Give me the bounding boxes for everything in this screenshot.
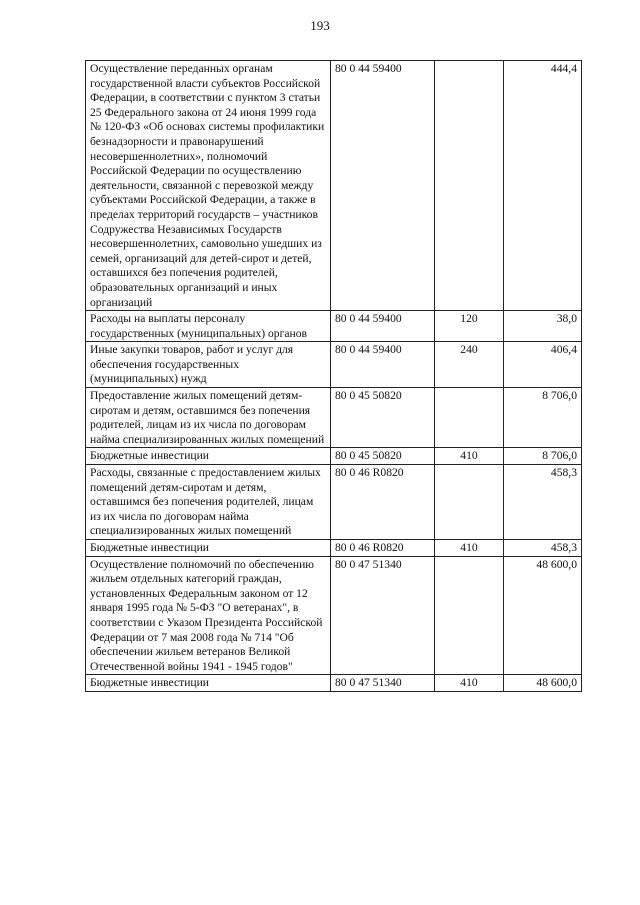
amount-cell: 406,4 bbox=[504, 342, 582, 388]
page-number: 193 bbox=[310, 18, 330, 33]
table-row bbox=[86, 556, 582, 675]
target-code-cell: 80 0 44 59400 bbox=[331, 342, 435, 388]
expense-type-cell: 410 bbox=[435, 540, 504, 557]
expense-name-cell: Иные закупки товаров, работ и услуг для обеспечения государственных (муниципальных) нужд bbox=[86, 342, 331, 388]
expense-type-cell: 120 bbox=[435, 311, 504, 342]
table-row bbox=[86, 342, 582, 388]
target-code-cell: 80 0 47 51340 bbox=[331, 675, 435, 692]
amount-cell: 48 600,0 bbox=[504, 556, 582, 675]
amount-cell: 458,3 bbox=[504, 465, 582, 540]
expense-name-cell: Бюджетные инвестиции bbox=[86, 675, 331, 692]
expense-type-cell: 410 bbox=[435, 448, 504, 465]
target-code-cell: 80 0 45 50820 bbox=[331, 448, 435, 465]
expense-name-cell: Бюджетные инвестиции bbox=[86, 540, 331, 557]
amount-cell: 38,0 bbox=[504, 311, 582, 342]
expense-name-cell: Бюджетные инвестиции bbox=[86, 448, 331, 465]
target-code-cell: 80 0 44 59400 bbox=[331, 311, 435, 342]
target-code-cell: 80 0 46 R0820 bbox=[331, 540, 435, 557]
expense-type-cell bbox=[435, 556, 504, 675]
amount-cell: 48 600,0 bbox=[504, 675, 582, 692]
expense-type-cell bbox=[435, 465, 504, 540]
expense-name-cell: Расходы, связанные с предоставлением жилых помещений детям-сиротам и детям, оставшимся без попечения родителей, лицам из их числа по договорам найма специализированных жилых помещений bbox=[86, 465, 331, 540]
expense-type-cell bbox=[435, 388, 504, 448]
table-row bbox=[86, 465, 582, 540]
expense-type-cell: 240 bbox=[435, 342, 504, 388]
target-code-cell: 80 0 46 R0820 bbox=[331, 465, 435, 540]
expense-name-cell: Осуществление полномочий по обеспечению жильем отдельных категорий граждан, установленных Федеральным законом от 12 января 1995 года № 5-ФЗ "О ветеранах", в соответствии с Указом Президента Российской Федерации от 7 мая 2008 года № 714 "Об обеспечении жильем ветеранов Великой Отечественной войны 1941 - 1945 годов" bbox=[86, 556, 331, 675]
amount-cell: 8 706,0 bbox=[504, 388, 582, 448]
amount-cell: 444,4 bbox=[504, 61, 582, 311]
amount-cell: 458,3 bbox=[504, 540, 582, 557]
target-code-cell: 80 0 44 59400 bbox=[331, 61, 435, 311]
target-code-cell: 80 0 47 51340 bbox=[331, 556, 435, 675]
target-code-cell: 80 0 45 50820 bbox=[331, 388, 435, 448]
table-row bbox=[86, 675, 582, 692]
expense-type-cell bbox=[435, 61, 504, 311]
table-row bbox=[86, 540, 582, 557]
table-row bbox=[86, 311, 582, 342]
budget-table bbox=[85, 60, 582, 692]
table-row bbox=[86, 448, 582, 465]
table-row bbox=[86, 61, 582, 311]
expense-name-cell: Расходы на выплаты персоналу государственных (муниципальных) органов bbox=[86, 311, 331, 342]
amount-cell: 8 706,0 bbox=[504, 448, 582, 465]
table-row bbox=[86, 388, 582, 448]
expense-type-cell: 410 bbox=[435, 675, 504, 692]
expense-name-cell: Осуществление переданных органам государственной власти субъектов Российской Федерации, в соответствии с пунктом 3 статьи 25 Федерального закона от 24 июня 1999 года № 120-ФЗ «Об основах системы профилактики безнадзорности и правонарушений несовершеннолетних», полномочий Российской Федерации по осуществлению деятельности, связанной с перевозкой между субъектами Российской Федерации, а также в пределах территорий государств – участников Содружества Независимых Государств несовершеннолетних, самовольно ушедших из семей, организаций для детей-сирот и детей, оставшихся без попечения родителей, образовательных организаций и иных организаций bbox=[86, 61, 331, 311]
expense-name-cell: Предоставление жилых помещений детям-сиротам и детям, оставшимся без попечения родителей, лицам из их числа по договорам найма специализированных жилых помещений bbox=[86, 388, 331, 448]
